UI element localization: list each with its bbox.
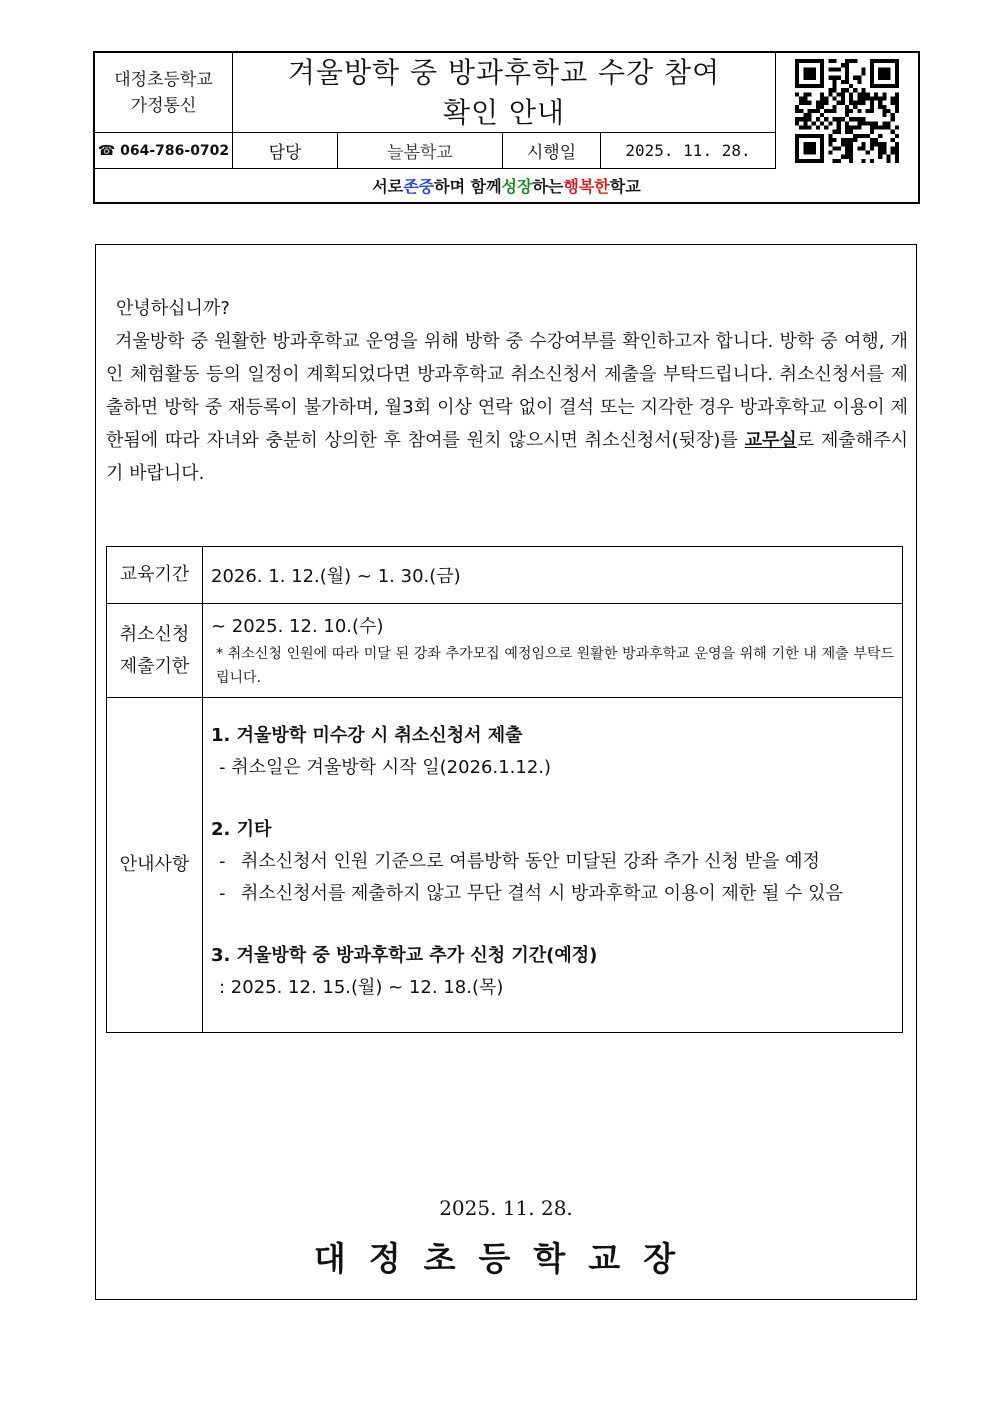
item-text: 취소신청서 인원 기준으로 여름방학 동안 미달된 강좌 추가 신청 받을 예정 — [241, 851, 820, 872]
deadline-label-line-2: 제출기한 — [119, 655, 190, 677]
manager-label: 담당 — [233, 133, 338, 169]
section-2-item-2 — [211, 878, 894, 910]
deadline-cell — [203, 604, 903, 698]
motto-respect: 존중 — [403, 177, 435, 196]
notice-cell — [203, 698, 903, 1033]
principal-signature: 대정초등학교장 — [313, 1239, 699, 1278]
greeting: 안녕하십니까? — [116, 298, 230, 319]
school-motto — [95, 169, 918, 202]
letter-body — [95, 244, 917, 1300]
school-name: 대정초등학교 — [114, 69, 213, 90]
section-3-line: : 2025. 12. 15.(월) ~ 12. 18.(목) — [219, 977, 504, 998]
section-2-title: 2. 기타 — [211, 819, 272, 840]
qr-code-icon — [776, 53, 918, 169]
manager-value: 늘봄학교 — [338, 133, 503, 169]
motto-part: 하며 함께 — [434, 177, 502, 196]
motto-happy: 행복한 — [563, 177, 610, 196]
paragraph-text-end: 로 제출해주시기 바랍니다. — [106, 430, 908, 484]
school-name-cell — [95, 53, 233, 133]
period-label: 교육기간 — [107, 547, 203, 604]
deadline-label — [107, 604, 203, 698]
info-table — [106, 546, 903, 1033]
dash: - — [219, 883, 226, 904]
section-1-line: - 취소일은 겨울방학 시작 일(2026.1.12.) — [219, 757, 552, 778]
effective-date-label: 시행일 — [503, 133, 601, 169]
motto-growth: 성장 — [501, 177, 533, 196]
deadline-value: ~ 2025. 12. 10.(수) — [211, 615, 384, 637]
header-table — [93, 51, 920, 204]
section-2-item-1 — [211, 846, 894, 878]
deadline-label-line-1: 취소신청 — [119, 623, 190, 645]
effective-date: 2025. 11. 28. — [601, 133, 776, 169]
main-paragraph — [106, 325, 908, 490]
motto-part: 하는 — [532, 177, 564, 196]
title-line-1: 겨울방학 중 방과후학교 수강 참여 — [287, 55, 721, 89]
dash: - — [219, 851, 226, 872]
paragraph-emphasis: 교무실 — [744, 430, 797, 451]
title-line-2: 확인 안내 — [442, 95, 566, 129]
section-3-title: 3. 겨울방학 중 방과후학교 추가 신청 기간(예정) — [211, 945, 598, 966]
document-title — [233, 53, 776, 133]
footer-date: 2025. 11. 28. — [439, 1196, 573, 1220]
newsletter-label: 가정통신 — [130, 95, 197, 116]
motto-part: 서로 — [372, 177, 404, 196]
paragraph-text: 겨울방학 중 원활한 방과후학교 운영을 위해 방학 중 수강여부를 확인하고자 합니다. 방학 중 여행, 개인 체험활동 등의 일정이 계획되었다면 방과후학교 취소신청서 제출을 부탁드립니다. 취소신청서를 제출하면 방학 중 재등록이 불가하며, 월3회 이상 연락 없이 결석 또는 지각한 경우 방과후학교 이용이 제한됨에 따라 자녀와 충분히 상의한 후 참여를 원치 않으시면 취소신청서(뒷장)를 — [106, 331, 908, 451]
deadline-note: * 취소신청 인원에 따라 미달 된 강좌 추가모집 예정임으로 원활한 방과후학교 운영을 위해 기한 내 제출 부탁드립니다. — [216, 645, 894, 686]
item-text: 취소신청서를 제출하지 않고 무단 결석 시 방과후학교 이용이 제한 될 수 있음 — [241, 883, 843, 904]
notice-label: 안내사항 — [107, 698, 203, 1033]
period-value: 2026. 1. 12.(월) ~ 1. 30.(금) — [203, 547, 903, 604]
motto-part: 학교 — [609, 177, 641, 196]
phone-number: ☎ 064-786-0702 — [95, 133, 233, 169]
section-1-title: 1. 겨울방학 미수강 시 취소신청서 제출 — [211, 725, 523, 746]
